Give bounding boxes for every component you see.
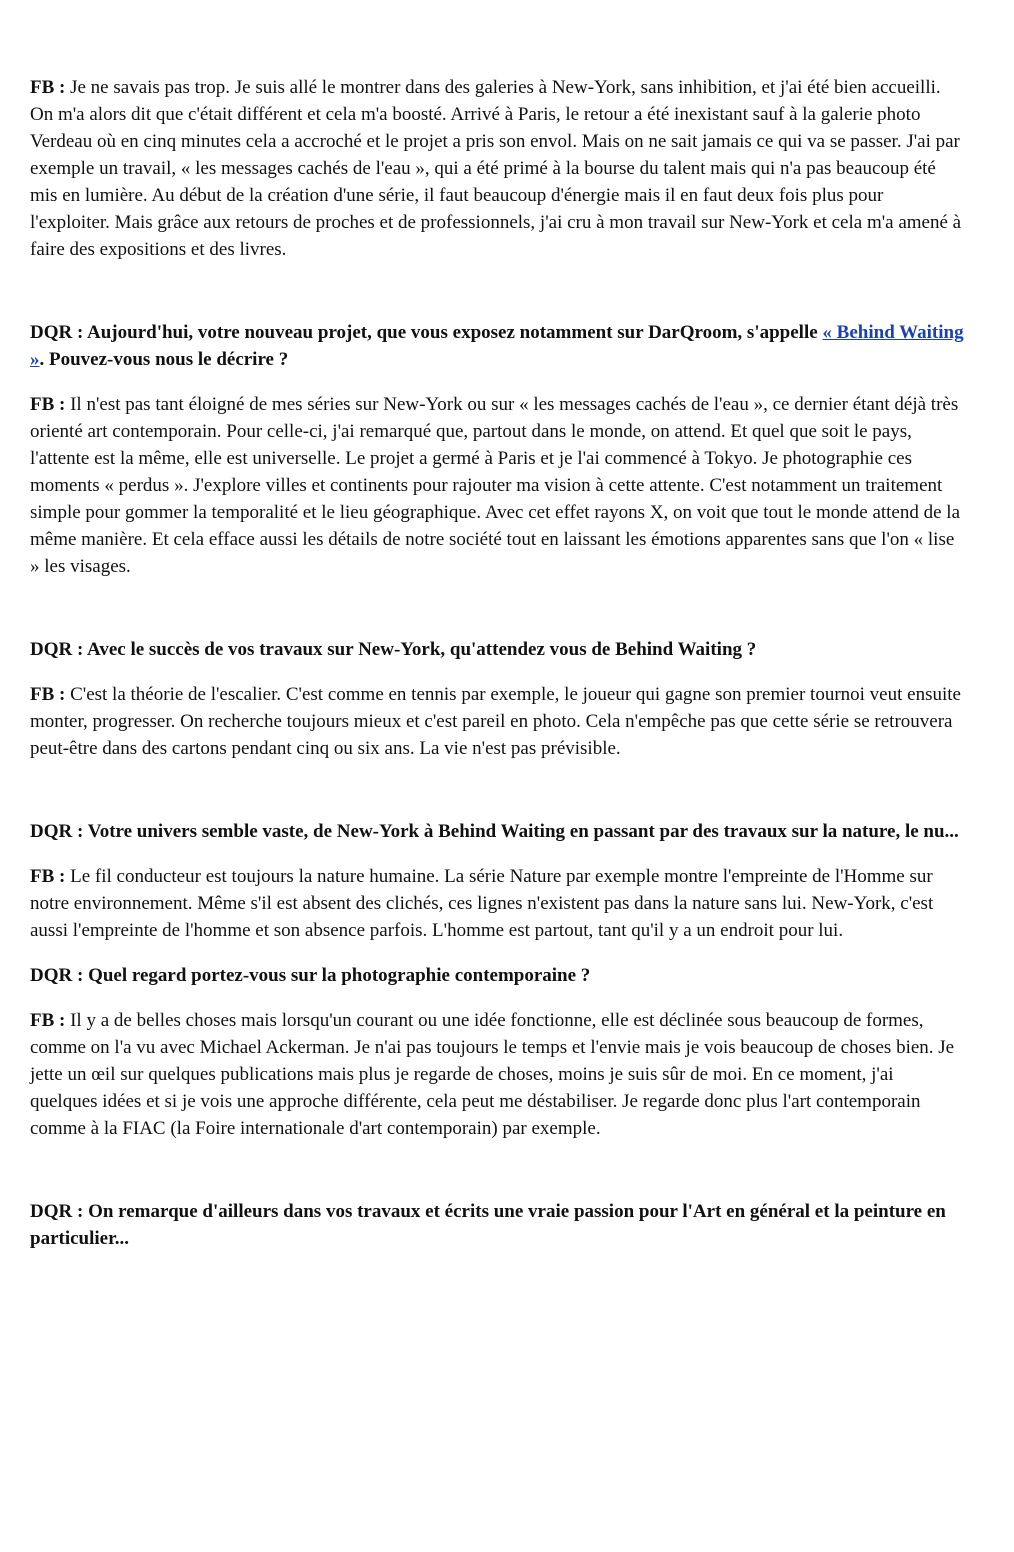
behind-waiting-link[interactable]: « Behind Waiting » (30, 322, 964, 370)
answer-paragraph: FB : Je ne savais pas trop. Je suis allé le montrer dans des galeries à New-York, sans inhibition, et j'ai été bien accueilli. On m'a alors dit que c'était différent et cela m'a boosté. Arrivé à Paris, le retour a été inexistant sauf à la galerie photo Verdeau où en cinq minutes cela a accroché et le projet a pris son envol. Mais on ne sait jamais ce qui va se passer. J'ai par exemple un travail, « les messages cachés de l'eau », qui a été primé à la bourse du talent mais qui n'a pas beaucoup été mis en lumière. Au début de la création d'une série, il faut beaucoup d'énergie mais il en faut deux fois plus pour l'exploiter. Mais grâce aux retours de proches et de professionnels, j'ai cru à mon travail sur New-York et cela m'a amené à faire des expositions et des livres. (30, 77, 962, 260)
answer-paragraph: FB : C'est la théorie de l'escalier. C'est comme en tennis par exemple, le joueur qui gagne son premier tournoi veut ensuite monter, progresser. On recherche toujours mieux et c'est pareil en photo. Cela n'empêche pas que cette série se retrouvera peut-être dans des cartons pendant cinq ou six ans. La vie n'est pas prévisible. (30, 684, 961, 759)
question-text: Quel regard portez-vous sur la photographie contemporaine ? (88, 965, 591, 986)
interview-article (30, 74, 964, 1252)
question-text: Votre univers semble vaste, de New-York à Behind Waiting en passant par des travaux sur la nature, le nu... (87, 821, 959, 842)
question-paragraph: DQR : Avec le succès de vos travaux sur New-York, qu'attendez vous de Behind Waiting ? (30, 639, 757, 660)
speaker-label: DQR (30, 821, 73, 842)
question-paragraph: DQR : On remarque d'ailleurs dans vos travaux et écrits une vraie passion pour l'Art en général et la peinture en particulier... (30, 1201, 946, 1249)
answer-text: C'est la théorie de l'escalier. C'est comme en tennis par exemple, le joueur qui gagne son premier tournoi veut ensuite monter, progresser. On recherche toujours mieux et c'est pareil en photo. Cela n'empêche pas que cette série se retrouvera peut-être dans des cartons pendant cinq ou six ans. La vie n'est pas prévisible. (30, 684, 961, 759)
answer-text: Il n'est pas tant éloigné de mes séries sur New-York ou sur « les messages cachés de l'eau », ce dernier étant déjà très orienté art contemporain. Pour celle-ci, j'ai remarqué que, partout dans le monde, on attend. Et quel que soit le pays, l'attente est la même, elle est universelle. Le projet a germé à Paris et je l'ai commencé à Tokyo. Je photographie ces moments « perdus ». J'explore villes et continents pour rajouter ma vision à cette attente. C'est notamment un traitement simple pour gommer la temporalité et le lieu géographique. Avec cet effet rayons X, on voit que tout le monde attend de la même manière. Et cela efface aussi les détails de notre société tout en laissant les émotions apparentes sans que l'on « lise » les visages. (30, 394, 961, 577)
speaker-label: FB (30, 394, 55, 415)
question-paragraph: DQR : Aujourd'hui, votre nouveau projet, que vous exposez notamment sur DarQroom, s'appelle « Behind Waiting ». Pouvez-vous nous le décrire ? (30, 322, 964, 370)
speaker-label: FB (30, 866, 55, 887)
speaker-label: FB (30, 77, 55, 98)
answer-paragraph: FB : Il y a de belles choses mais lorsqu'un courant ou une idée fonctionne, elle est déclinée sous beaucoup de formes, comme on l'a vu avec Michael Ackerman. Je n'ai pas toujours le temps et l'envie mais je vois beaucoup de choses bien. Je jette un œil sur quelques publications mais plus je regarde de choses, moins je suis sûr de moi. En ce moment, j'ai quelques idées et si je vois une approche différente, cela peut me déstabiliser. Je regarde donc plus l'art contemporain comme à la FIAC (la Foire internationale d'art contemporain) par exemple. (30, 1010, 955, 1139)
answer-paragraph: FB : Il n'est pas tant éloigné de mes séries sur New-York ou sur « les messages cachés de l'eau », ce dernier étant déjà très orienté art contemporain. Pour celle-ci, j'ai remarqué que, partout dans le monde, on attend. Et quel que soit le pays, l'attente est la même, elle est universelle. Le projet a germé à Paris et je l'ai commencé à Tokyo. Je photographie ces moments « perdus ». J'explore villes et continents pour rajouter ma vision à cette attente. C'est notamment un traitement simple pour gommer la temporalité et le lieu géographique. Avec cet effet rayons X, on voit que tout le monde attend de la même manière. Et cela efface aussi les détails de notre société tout en laissant les émotions apparentes sans que l'on « lise » les visages. (30, 394, 961, 577)
question-text: Aujourd'hui, votre nouveau projet, que vous exposez notamment sur DarQroom, s'appelle (87, 322, 823, 343)
question-text: Avec le succès de vos travaux sur New-York, qu'attendez vous de Behind Waiting ? (87, 639, 757, 660)
speaker-label: FB (30, 1010, 55, 1031)
speaker-label: FB (30, 684, 55, 705)
speaker-label: DQR (30, 965, 73, 986)
speaker-label: DQR (30, 1201, 73, 1222)
question-text: On remarque d'ailleurs dans vos travaux et écrits une vraie passion pour l'Art en général et la peinture en particulier... (30, 1201, 946, 1249)
answer-paragraph: FB : Le fil conducteur est toujours la nature humaine. La série Nature par exemple montre l'empreinte de l'Homme sur notre environnement. Même s'il est absent des clichés, ces lignes n'existent pas dans la nature sans lui. New-York, c'est aussi l'empreinte de l'homme et son absence parfois. L'homme est partout, tant qu'il y a un endroit pour lui. (30, 866, 934, 941)
speaker-label: DQR (30, 639, 73, 660)
question-paragraph: DQR : Votre univers semble vaste, de New-York à Behind Waiting en passant par des travaux sur la nature, le nu... (30, 821, 959, 842)
answer-text: Le fil conducteur est toujours la nature humaine. La série Nature par exemple montre l'empreinte de l'Homme sur notre environnement. Même s'il est absent des clichés, ces lignes n'existent pas dans la nature sans lui. New-York, c'est aussi l'empreinte de l'homme et son absence parfois. L'homme est partout, tant qu'il y a un endroit pour lui. (30, 866, 934, 941)
answer-text: Je ne savais pas trop. Je suis allé le montrer dans des galeries à New-York, sans inhibition, et j'ai été bien accueilli. On m'a alors dit que c'était différent et cela m'a boosté. Arrivé à Paris, le retour a été inexistant sauf à la galerie photo Verdeau où en cinq minutes cela a accroché et le projet a pris son envol. Mais on ne sait jamais ce qui va se passer. J'ai par exemple un travail, « les messages cachés de l'eau », qui a été primé à la bourse du talent mais qui n'a pas beaucoup été mis en lumière. Au début de la création d'une série, il faut beaucoup d'énergie mais il en faut deux fois plus pour l'exploiter. Mais grâce aux retours de proches et de professionnels, j'ai cru à mon travail sur New-York et cela m'a amené à faire des expositions et des livres. (30, 77, 962, 260)
question-paragraph: DQR : Quel regard portez-vous sur la photographie contemporaine ? (30, 965, 591, 986)
answer-text: Il y a de belles choses mais lorsqu'un courant ou une idée fonctionne, elle est déclinée sous beaucoup de formes, comme on l'a vu avec Michael Ackerman. Je n'ai pas toujours le temps et l'envie mais je vois beaucoup de choses bien. Je jette un œil sur quelques publications mais plus je regarde de choses, moins je suis sûr de moi. En ce moment, j'ai quelques idées et si je vois une approche différente, cela peut me déstabiliser. Je regarde donc plus l'art contemporain comme à la FIAC (la Foire internationale d'art contemporain) par exemple. (30, 1010, 955, 1139)
speaker-label: DQR (30, 322, 73, 343)
